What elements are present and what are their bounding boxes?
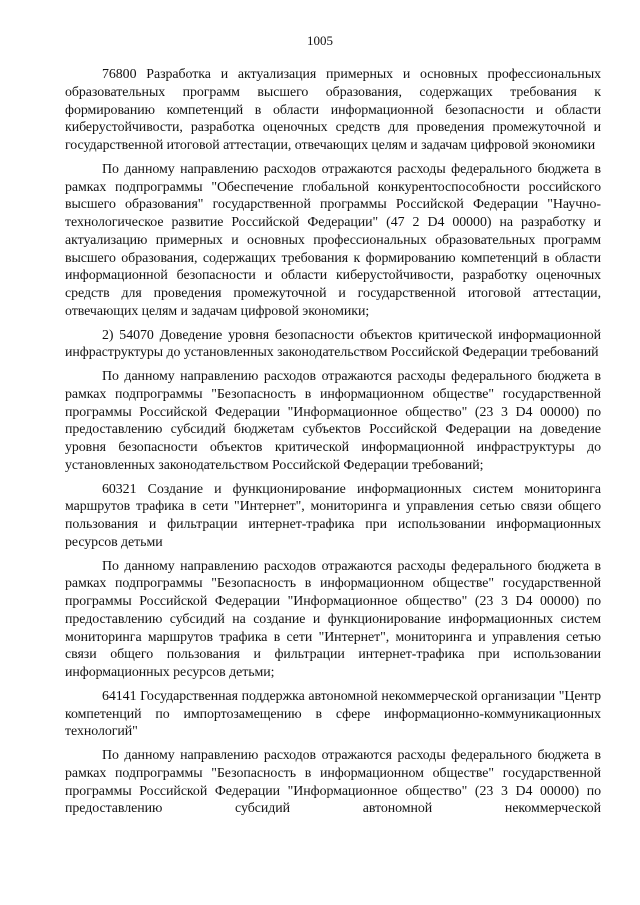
paragraph-60321-description: По данному направлению расходов отражаются расходы федерального бюджета в рамках подпрограммы "Безопасность в информационном обществе" государственной программы Российской Федерации "Информационное общество" (23 3 D4 00000) по предоставлению субсидий на создание и функционирование информационных систем мониторинга маршрутов трафика в сети "Интернет", мониторинга и управления сетью связи общего пользования и фильтрации интернет-трафика при использовании информационных ресурсов детьми; <box>65 558 601 680</box>
paragraph-64141-description: По данному направлению расходов отражаются расходы федерального бюджета в рамках подпрограммы "Безопасность в информационном обществе" государственной программы Российской Федерации "Информационное общество" (23 3 D4 00000) по предоставлению субсидий автономной некоммерческой <box>65 748 601 817</box>
paragraph-64141-heading: 64141 Государственная поддержка автономной некоммерческой организации "Центр компетенций по импортозамещению в сфере информационно-коммуникационных технологий" <box>65 688 601 740</box>
paragraph-76800-description: По данному направлению расходов отражаются расходы федерального бюджета в рамках подпрограммы "Обеспечение глобальной конкурентоспособности российского высшего образования" государственной программы Российской Федерации "Научно-технологическое развитие Российской Федерации" (47 2 D4 00000) на разработку и актуализацию примерных и основных профессиональных образовательных программ высшего образования, содержащих требования к формированию компетенций в области информационной безопасности и области киберустойчивости, разработку оценочных средств для проведения промежуточной и государственной итоговой аттестации, отвечающих целям и задачам цифровой экономики; <box>65 161 601 319</box>
paragraph-60321-heading: 60321 Создание и функционирование информационных систем мониторинга маршрутов трафика в сети "Интернет", мониторинга и управления сетью связи общего пользования и фильтрации интернет-трафика при использовании информационных ресурсов детьми <box>65 481 601 550</box>
document-body <box>65 66 601 818</box>
paragraph-54070-heading: 2) 54070 Доведение уровня безопасности объектов критической информационной инфраструктуры до установленных законодательством Российской Федерации требований <box>65 327 601 361</box>
page-number: 1005 <box>307 33 333 48</box>
paragraph-76800-heading: 76800 Разработка и актуализация примерных и основных профессиональных образовательных программ высшего образования, содержащих требования к формированию компетенций в области информационной безопасности и области киберустойчивости, разработка оценочных средств для проведения промежуточной и государственной итоговой аттестации, отвечающих целям и задачам цифровой экономики <box>65 67 601 153</box>
paragraph-54070-description: По данному направлению расходов отражаются расходы федерального бюджета в рамках подпрограммы "Безопасность в информационном обществе" государственной программы Российской Федерации "Информационное общество" (23 3 D4 00000) по предоставлению субсидий бюджетам субъектов Российской Федерации на доведение уровня безопасности объектов критической информационной инфраструктуры до установленных законодательством Российской Федерации требований; <box>65 369 601 473</box>
